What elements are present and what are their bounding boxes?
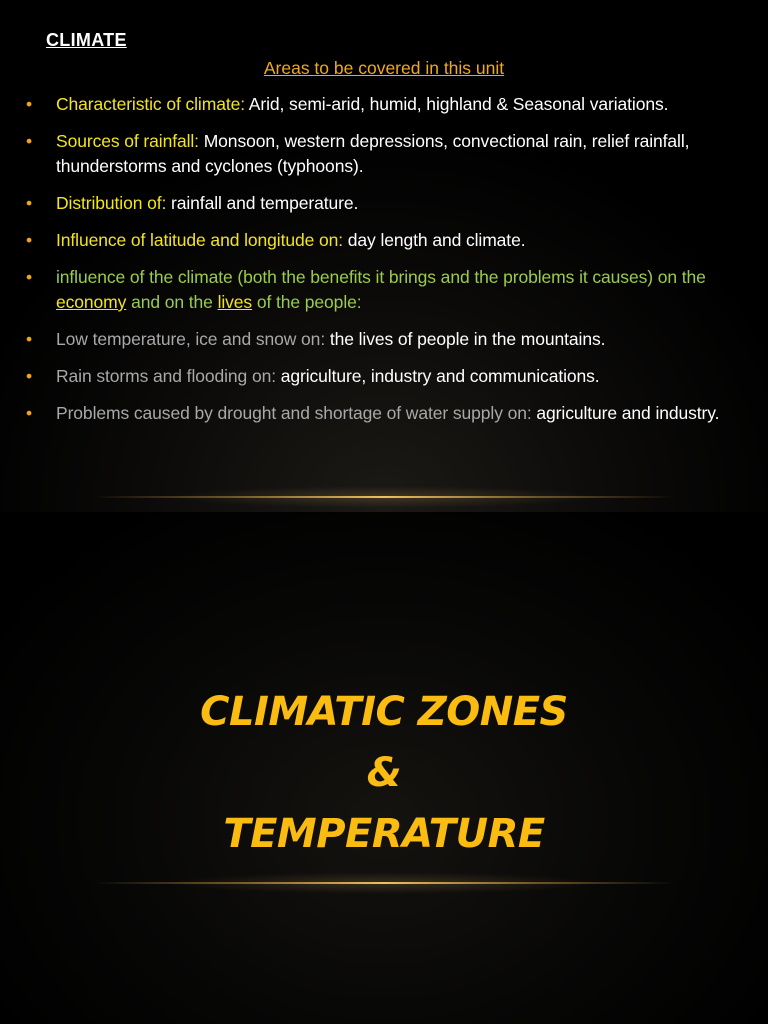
bullet-item <box>26 401 738 426</box>
bullet-item <box>26 265 738 315</box>
bullet-text: Monsoon, western depressions, convectional rain, relief rainfall, thunderstorms and cyclones (typhoons). <box>56 131 690 176</box>
bullet-label: Rain storms and flooding on: <box>56 366 276 386</box>
bullet-icon: • <box>26 131 33 151</box>
slide-title <box>0 682 768 865</box>
bullet-item <box>26 129 738 179</box>
bullet-label: Distribution of: <box>56 193 167 213</box>
bullet-label: Low temperature, ice and snow on: <box>56 329 326 349</box>
bullet-text: of the people: <box>252 292 362 312</box>
lives-link[interactable]: lives <box>217 292 253 312</box>
bullet-label: Influence of latitude and longitude on: <box>56 230 344 250</box>
bullet-icon: • <box>26 94 33 114</box>
bullet-item <box>26 191 738 216</box>
bullet-icon: • <box>26 366 33 386</box>
bullet-text: rainfall and temperature. <box>166 193 359 213</box>
bullet-text: and on the <box>126 292 218 312</box>
title-line: CLIMATIC ZONES <box>200 689 568 735</box>
slide-heading: CLIMATE <box>46 30 127 50</box>
bullet-text: day length and climate. <box>343 230 526 250</box>
divider-line <box>0 496 768 498</box>
bullet-text: agriculture and industry. <box>531 403 720 423</box>
title-line: & <box>366 750 402 796</box>
bullet-text: influence of the climate (both the benefits it brings and the problems it causes) on the <box>56 267 706 287</box>
bullet-item <box>26 327 738 352</box>
slide-climatic-zones-title <box>0 512 768 1024</box>
bullet-label: Sources of rainfall: <box>56 131 199 151</box>
bullet-list <box>26 92 738 438</box>
divider-line <box>0 882 768 884</box>
bullet-text: Arid, semi-arid, humid, highland & Seasonal variations. <box>245 94 669 114</box>
bullet-item <box>26 92 738 117</box>
title-line: TEMPERATURE <box>223 811 545 857</box>
bullet-label: Characteristic of climate: <box>56 94 245 114</box>
bullet-icon: • <box>26 329 33 349</box>
bullet-item <box>26 228 738 253</box>
bullet-icon: • <box>26 403 33 423</box>
economy-link[interactable]: economy <box>56 292 127 312</box>
bullet-text: the lives of people in the mountains. <box>325 329 606 349</box>
bullet-text: agriculture, industry and communications. <box>275 366 600 386</box>
slide-subtitle: Areas to be covered in this unit <box>263 58 505 78</box>
bullet-icon: • <box>26 193 33 213</box>
bullet-label: Problems caused by drought and shortage of water supply on: <box>56 403 532 423</box>
bullet-icon: • <box>26 267 33 287</box>
bullet-item <box>26 364 738 389</box>
bullet-icon: • <box>26 230 33 250</box>
